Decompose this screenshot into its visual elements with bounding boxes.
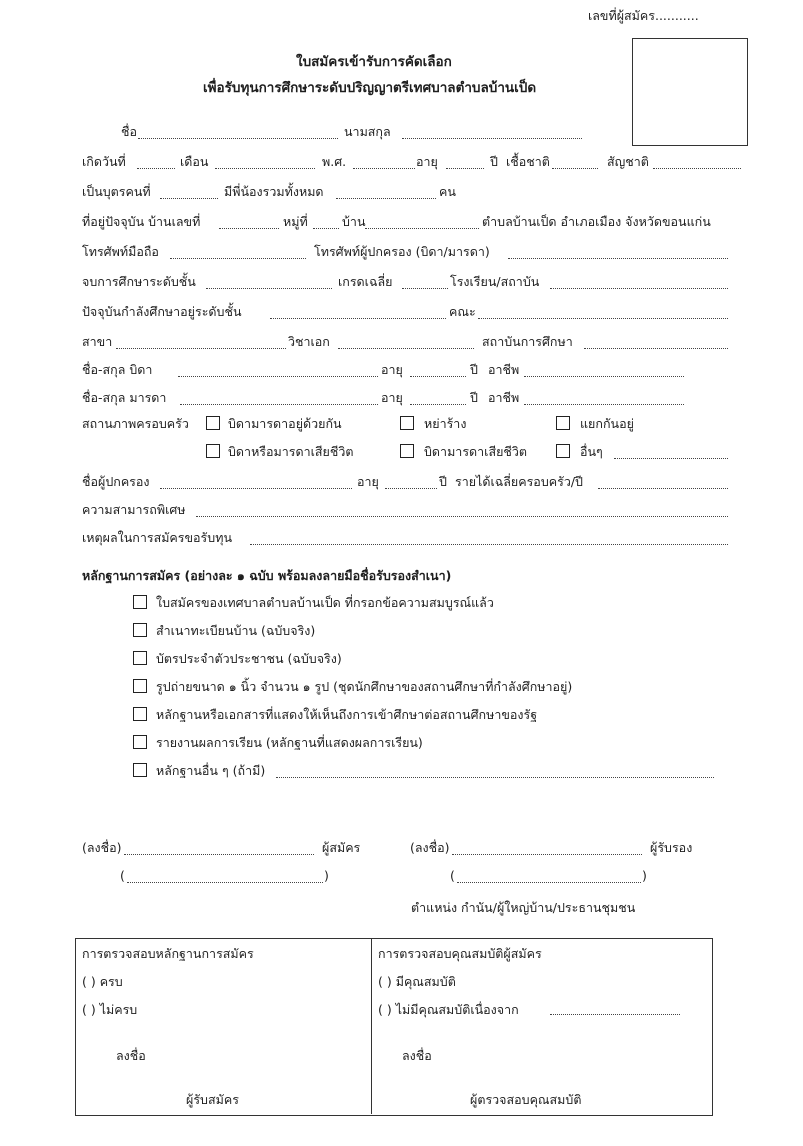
docs-title: หลักฐานการสมัคร (อย่างละ ๑ ฉบับ พร้อมลงลายมือชื่อรับรองสำเนา) xyxy=(82,568,452,583)
label-sign-applicant: (ลงชื่อ) xyxy=(82,840,122,855)
doc-item xyxy=(0,651,803,671)
row-family-status xyxy=(0,416,803,436)
name-field[interactable] xyxy=(138,124,338,139)
verification-divider xyxy=(371,938,372,1114)
nationality-field[interactable] xyxy=(653,154,741,169)
doc-other-checkbox[interactable] xyxy=(133,763,147,777)
row-child xyxy=(0,184,803,204)
label-born-day: เกิดวันที่ xyxy=(82,154,126,169)
label-siblings: มีพี่น้องรวมทั้งหมด xyxy=(224,184,324,199)
guardian-age-field[interactable] xyxy=(385,474,437,489)
doc-photo-checkbox[interactable] xyxy=(133,679,147,693)
label-opt2: หย่าร้าง xyxy=(424,416,467,431)
doc-application-checkbox[interactable] xyxy=(133,595,147,609)
doc-label: สำเนาทะเบียนบ้าน (ฉบับจริง) xyxy=(156,623,316,638)
parent-phone-field[interactable] xyxy=(508,244,728,259)
faculty-field[interactable] xyxy=(478,304,728,319)
institute-field[interactable] xyxy=(584,334,728,349)
village-field[interactable] xyxy=(365,214,479,229)
doc-item xyxy=(0,679,803,699)
label-name: ชื่อ xyxy=(121,124,137,139)
label-be: พ.ศ. xyxy=(322,154,347,169)
mother-occupation-field[interactable] xyxy=(524,390,684,405)
label-mother-occupation: อาชีพ xyxy=(488,390,520,405)
father-occupation-field[interactable] xyxy=(524,362,684,377)
label-mother: ชื่อ-สกุล มารดา xyxy=(82,390,167,405)
label-mobile: โทรศัพท์มือถือ xyxy=(82,244,159,259)
label-father-year: ปี xyxy=(470,362,478,377)
row-signatures xyxy=(0,840,803,860)
label-opt1: บิดามารดาอยู่ด้วยกัน xyxy=(228,416,342,431)
label-age: อายุ xyxy=(416,154,438,169)
label-guardian: ชื่อผู้ปกครอง xyxy=(82,474,150,489)
label-reason: เหตุผลในการสมัครขอรับทุน xyxy=(82,530,232,545)
label-income: รายได้เฉลี่ยครอบครัว/ปี xyxy=(455,474,583,489)
school-field[interactable] xyxy=(550,274,728,289)
month-field[interactable] xyxy=(215,154,315,169)
label-nationality: สัญชาติ xyxy=(607,154,649,169)
label-guardian-age: อายุ xyxy=(357,474,379,489)
mobile-field[interactable] xyxy=(170,244,306,259)
family-one-deceased-checkbox[interactable] xyxy=(206,444,220,458)
doc-id-card-checkbox[interactable] xyxy=(133,651,147,665)
doc-label: หลักฐานหรือเอกสารที่แสดงให้เห็นถึงการเข้าศึกษาต่อสถานศึกษาของรัฐ xyxy=(156,707,538,722)
be-field[interactable] xyxy=(353,154,415,169)
row-edu-now xyxy=(0,304,803,324)
income-field[interactable] xyxy=(598,474,728,489)
paren-open: ( xyxy=(120,868,125,883)
label-gpa: เกรดเฉลี่ย xyxy=(338,274,393,289)
label-receiver-sign: ลงชื่อ xyxy=(116,1048,146,1063)
guardian-name-field[interactable] xyxy=(160,474,352,489)
label-branch: สาขา xyxy=(82,334,113,349)
father-age-field[interactable] xyxy=(410,362,466,377)
doc-transcript-checkbox[interactable] xyxy=(133,735,147,749)
mother-name-field[interactable] xyxy=(180,390,378,405)
label-father-age: อายุ xyxy=(381,362,403,377)
gpa-field[interactable] xyxy=(402,274,448,289)
family-other-field[interactable] xyxy=(614,444,728,459)
form-subtitle: เพื่อรับทุนการศึกษาระดับปริญญาตรีเทศบาลตำบลบ้านเป็ด xyxy=(203,80,537,96)
check-qual-title: การตรวจสอบคุณสมบัติผู้สมัคร xyxy=(378,946,542,961)
born-day-field[interactable] xyxy=(137,154,175,169)
paren-close: ) xyxy=(642,868,647,883)
siblings-field[interactable] xyxy=(336,184,436,199)
label-parent-phone: โทรศัพท์ผู้ปกครอง (บิดา/มารดา) xyxy=(314,244,490,259)
paren-close: ) xyxy=(324,868,329,883)
doc-item xyxy=(0,595,803,615)
family-separated-checkbox[interactable] xyxy=(556,416,570,430)
label-receiver: ผู้รับสมัคร xyxy=(186,1092,239,1107)
label-opt5: บิดามารดาเสียชีวิต xyxy=(424,444,528,459)
doc-enrollment-checkbox[interactable] xyxy=(133,707,147,721)
moo-field[interactable] xyxy=(313,214,339,229)
label-opt3: แยกกันอยู่ xyxy=(580,416,634,431)
doc-item xyxy=(0,707,803,727)
surname-field[interactable] xyxy=(402,124,582,139)
unqualified-reason-field[interactable] xyxy=(550,1000,680,1015)
label-school: โรงเรียน/สถาบัน xyxy=(450,274,540,289)
check-qualified[interactable]: ( ) มีคุณสมบัติ xyxy=(378,974,456,989)
certifier-position: ตำแหน่ง กำนัน/ผู้ใหญ่บ้าน/ประธานชุมชน xyxy=(411,900,636,915)
doc-house-reg-checkbox[interactable] xyxy=(133,623,147,637)
row-birth xyxy=(0,154,803,174)
doc-label: หลักฐานอื่น ๆ (ถ้ามี) xyxy=(156,763,266,778)
check-incomplete[interactable]: ( ) ไม่ครบ xyxy=(82,1002,138,1017)
label-major: วิชาเอก xyxy=(288,334,330,349)
label-moo: หมู่ที่ xyxy=(283,214,308,229)
race-field[interactable] xyxy=(552,154,598,169)
house-no-field[interactable] xyxy=(219,214,279,229)
label-institute: สถาบันการศึกษา xyxy=(482,334,573,349)
child-no-field[interactable] xyxy=(160,184,218,199)
row-father xyxy=(0,362,803,382)
paren-open: ( xyxy=(450,868,455,883)
family-other-checkbox[interactable] xyxy=(556,444,570,458)
branch-field[interactable] xyxy=(116,334,286,349)
applicant-signature-field[interactable] xyxy=(124,840,314,855)
verification-box xyxy=(75,938,713,1116)
label-person: คน xyxy=(439,184,456,199)
doc-other-field[interactable] xyxy=(276,763,714,778)
row-phone xyxy=(0,244,803,264)
label-village: บ้าน xyxy=(342,214,366,229)
doc-label: รูปถ่ายขนาด ๑ นิ้ว จำนวน ๑ รูป (ชุดนักศึกษาของสถานศึกษาที่กำลังศึกษาอยู่) xyxy=(156,679,573,694)
family-divorced-checkbox[interactable] xyxy=(400,416,414,430)
label-mother-age: อายุ xyxy=(381,390,403,405)
father-name-field[interactable] xyxy=(178,362,378,377)
label-father: ชื่อ-สกุล บิดา xyxy=(82,362,153,377)
label-family: สถานภาพครอบครัว xyxy=(82,416,189,431)
label-child-no: เป็นบุตรคนที่ xyxy=(82,184,151,199)
row-guardian xyxy=(0,474,803,494)
label-edu-done: จบการศึกษาระดับชั้น xyxy=(82,274,196,289)
doc-label: ใบสมัครของเทศบาลตำบลบ้านเป็ด ที่กรอกข้อความสมบูรณ์แล้ว xyxy=(156,595,494,610)
label-opt6: อื่นๆ xyxy=(580,444,603,459)
family-together-checkbox[interactable] xyxy=(206,416,220,430)
reason-field[interactable] xyxy=(250,530,728,545)
row-branch xyxy=(0,334,803,354)
row-ability xyxy=(0,502,803,522)
doc-label: รายงานผลการเรียน (หลักฐานที่แสดงผลการเรียน) xyxy=(156,735,423,750)
label-district: ตำบลบ้านเป็ด อำเภอเมือง จังหวัดขอนแก่น xyxy=(482,214,711,229)
age-field[interactable] xyxy=(446,154,484,169)
label-certifier: ผู้รับรอง xyxy=(650,840,693,855)
label-inspector: ผู้ตรวจสอบคุณสมบัติ xyxy=(470,1092,582,1107)
doc-item xyxy=(0,623,803,643)
label-address: ที่อยู่ปัจจุบัน บ้านเลขที่ xyxy=(82,214,201,229)
label-opt4: บิดาหรือมารดาเสียชีวิต xyxy=(228,444,354,459)
label-edu-now: ปัจจุบันกำลังศึกษาอยู่ระดับชั้น xyxy=(82,304,242,319)
edu-now-field[interactable] xyxy=(270,304,446,319)
check-complete[interactable]: ( ) ครบ xyxy=(82,974,123,989)
label-applicant: ผู้สมัคร xyxy=(322,840,361,855)
row-address xyxy=(0,214,803,234)
label-ability: ความสามารถพิเศษ xyxy=(82,502,186,517)
form-title: ใบสมัครเข้ารับการคัดเลือก xyxy=(296,54,452,70)
certifier-printed-name-field[interactable] xyxy=(457,868,641,883)
label-race: เชื้อชาติ xyxy=(506,154,550,169)
doc-label: บัตรประจำตัวประชาชน (ฉบับจริง) xyxy=(156,651,342,666)
certifier-signature-field[interactable] xyxy=(452,840,642,855)
label-month: เดือน xyxy=(180,154,209,169)
check-docs-title: การตรวจสอบหลักฐานการสมัคร xyxy=(82,946,254,961)
check-unqualified[interactable]: ( ) ไม่มีคุณสมบัติเนื่องจาก xyxy=(378,1002,519,1017)
family-both-deceased-checkbox[interactable] xyxy=(400,444,414,458)
label-sign-certifier: (ลงชื่อ) xyxy=(410,840,450,855)
row-mother xyxy=(0,390,803,410)
doc-item xyxy=(0,763,803,783)
edu-done-field[interactable] xyxy=(206,274,332,289)
ability-field[interactable] xyxy=(196,502,728,517)
label-inspector-sign: ลงชื่อ xyxy=(402,1048,432,1063)
mother-age-field[interactable] xyxy=(410,390,466,405)
row-edu-done xyxy=(0,274,803,294)
label-mother-year: ปี xyxy=(470,390,478,405)
label-father-occupation: อาชีพ xyxy=(488,362,520,377)
label-faculty: คณะ xyxy=(449,304,476,319)
doc-item xyxy=(0,735,803,755)
label-year: ปี xyxy=(490,154,498,169)
label-surname: นามสกุล xyxy=(344,124,391,139)
row-signature-names xyxy=(0,868,803,888)
application-number: เลขที่ผู้สมัคร........... xyxy=(588,8,699,23)
applicant-printed-name-field[interactable] xyxy=(127,868,323,883)
label-guardian-year: ปี xyxy=(439,474,447,489)
row-reason xyxy=(0,530,803,550)
row-name xyxy=(0,124,803,144)
row-family-status-2 xyxy=(0,444,803,464)
major-field[interactable] xyxy=(338,334,474,349)
